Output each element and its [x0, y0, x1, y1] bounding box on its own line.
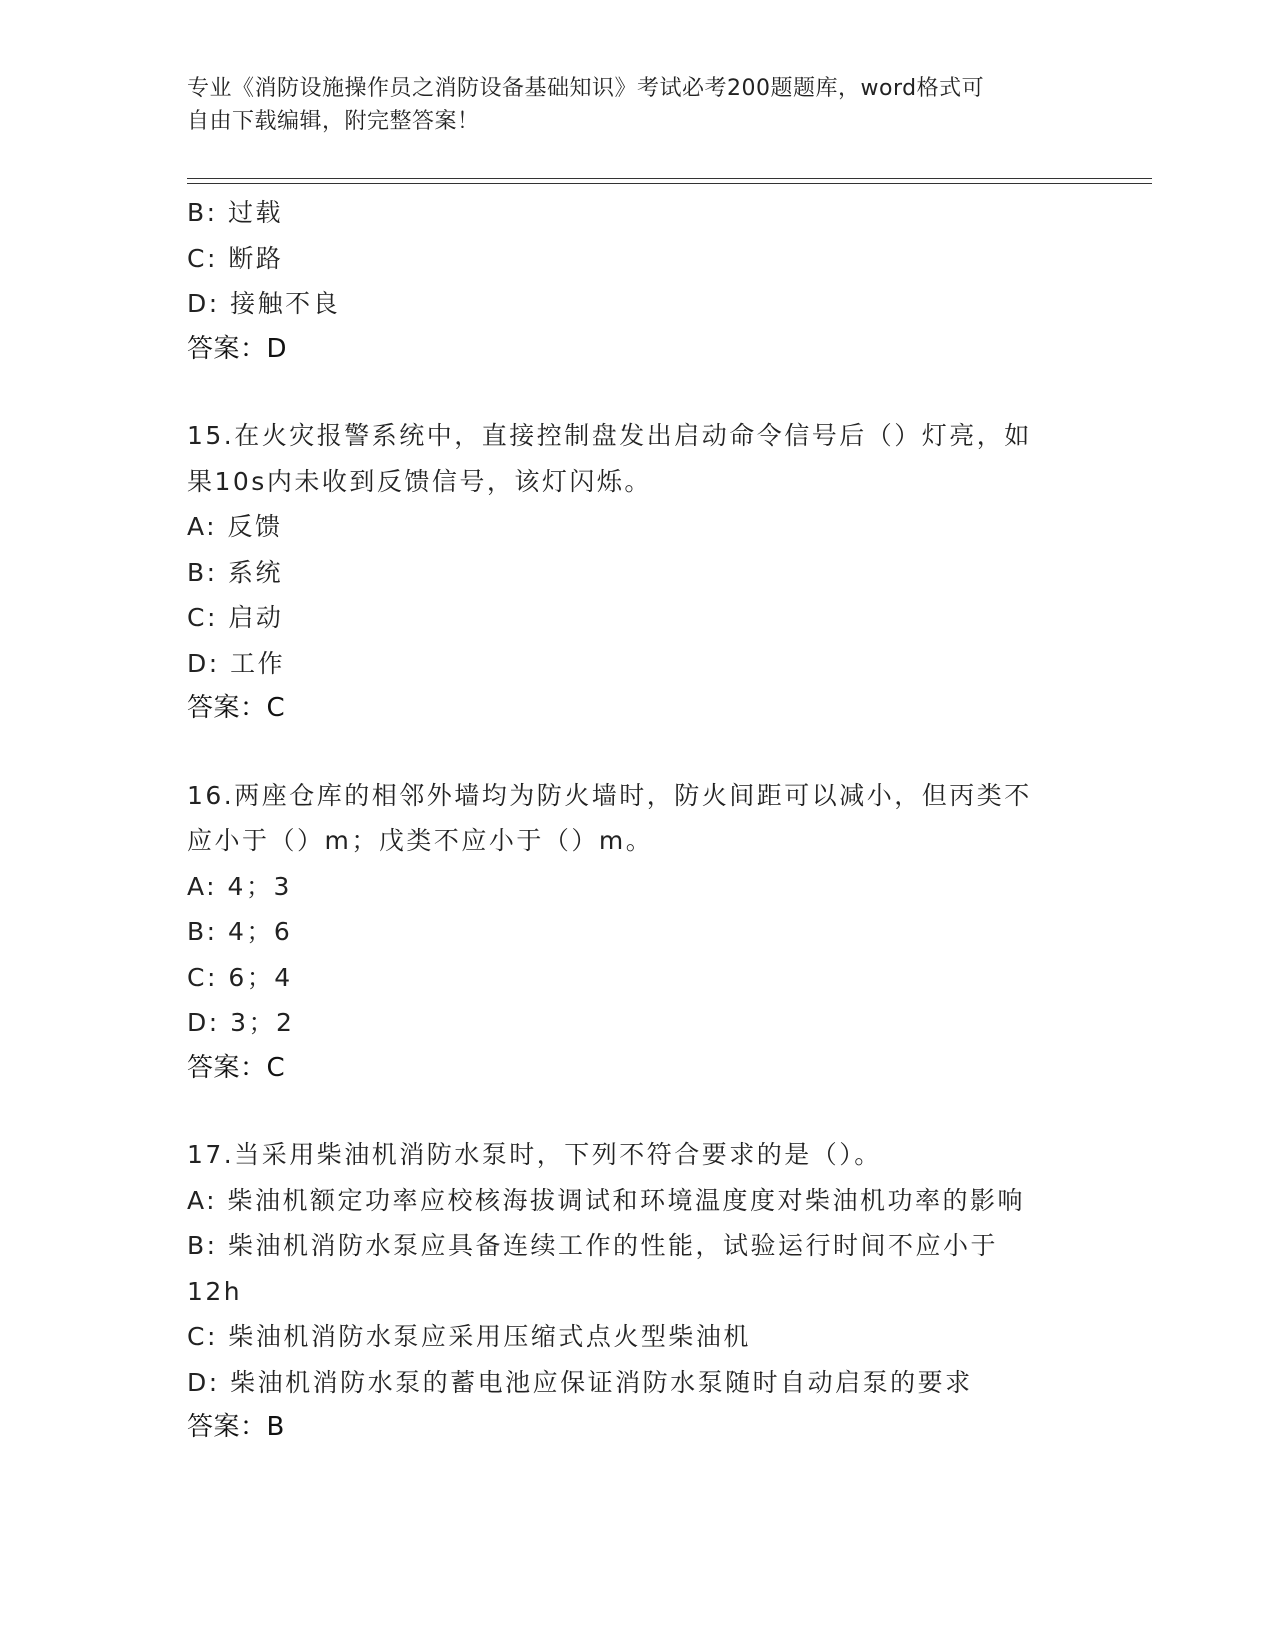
question-gap [187, 372, 1087, 413]
question-17 [187, 1132, 1087, 1451]
answer-line: 答案：D [187, 333, 288, 364]
option-d: D: 柴油机消防水泵的蓄电池应保证消防水泵随时自动启泵的要求 [187, 1367, 973, 1397]
option-b: B: 系统 [187, 557, 284, 587]
option-a: A: 柴油机额定功率应校核海拔调试和环境温度度对柴油机功率的影响 [187, 1185, 1026, 1215]
answer-line: 答案：C [187, 1052, 286, 1083]
header-line-1: 专业《消防设施操作员之消防设备基础知识》考试必考200题题库，word格式可 [187, 76, 985, 101]
answer-line: 答案：C [187, 693, 286, 723]
question-14-tail [187, 190, 1087, 372]
option-c: C: 启动 [187, 603, 284, 632]
option-d: D: 工作 [187, 648, 286, 678]
option-c: C: 柴油机消防水泵应采用压缩式点火型柴油机 [187, 1322, 751, 1351]
option-a: A: 4；3 [187, 871, 292, 901]
option-d: D: 接触不良 [187, 289, 341, 318]
option-b: B: 过载 [187, 198, 284, 227]
question-15 [187, 413, 1087, 732]
question-gap [187, 1091, 1087, 1132]
option-c: C: 断路 [187, 243, 284, 273]
option-b-continued: 12h [187, 1276, 243, 1306]
question-stem-line-1: 16.两座仓库的相邻外墙均为防火墙时，防火间距可以减小，但丙类不 [187, 780, 1032, 810]
option-b: B: 柴油机消防水泵应具备连续工作的性能，试验运行时间不应小于 [187, 1231, 999, 1260]
question-gap [187, 732, 1087, 773]
question-list [187, 190, 1087, 1451]
option-a: A: 反馈 [187, 512, 283, 541]
page-header [187, 72, 1067, 138]
question-stem-line-2: 果10s内未收到反馈信号，该灯闪烁。 [187, 466, 652, 496]
header-line-2: 自由下载编辑，附完整答案！ [187, 109, 480, 134]
header-rule-top [187, 178, 1152, 179]
question-stem-line-1: 15.在火灾报警系统中，直接控制盘发出启动命令信号后（）灯亮，如 [187, 421, 1032, 450]
header-rule-bottom [187, 183, 1152, 184]
question-stem-line-2: 应小于（）m；戊类不应小于（）m。 [187, 826, 654, 855]
option-b: B: 4；6 [187, 917, 293, 946]
question-16 [187, 773, 1087, 1092]
question-stem-line-1: 17.当采用柴油机消防水泵时，下列不符合要求的是（）。 [187, 1140, 882, 1169]
answer-line: 答案：B [187, 1412, 285, 1442]
option-c: C: 6；4 [187, 962, 293, 992]
option-d: D: 3；2 [187, 1008, 295, 1037]
